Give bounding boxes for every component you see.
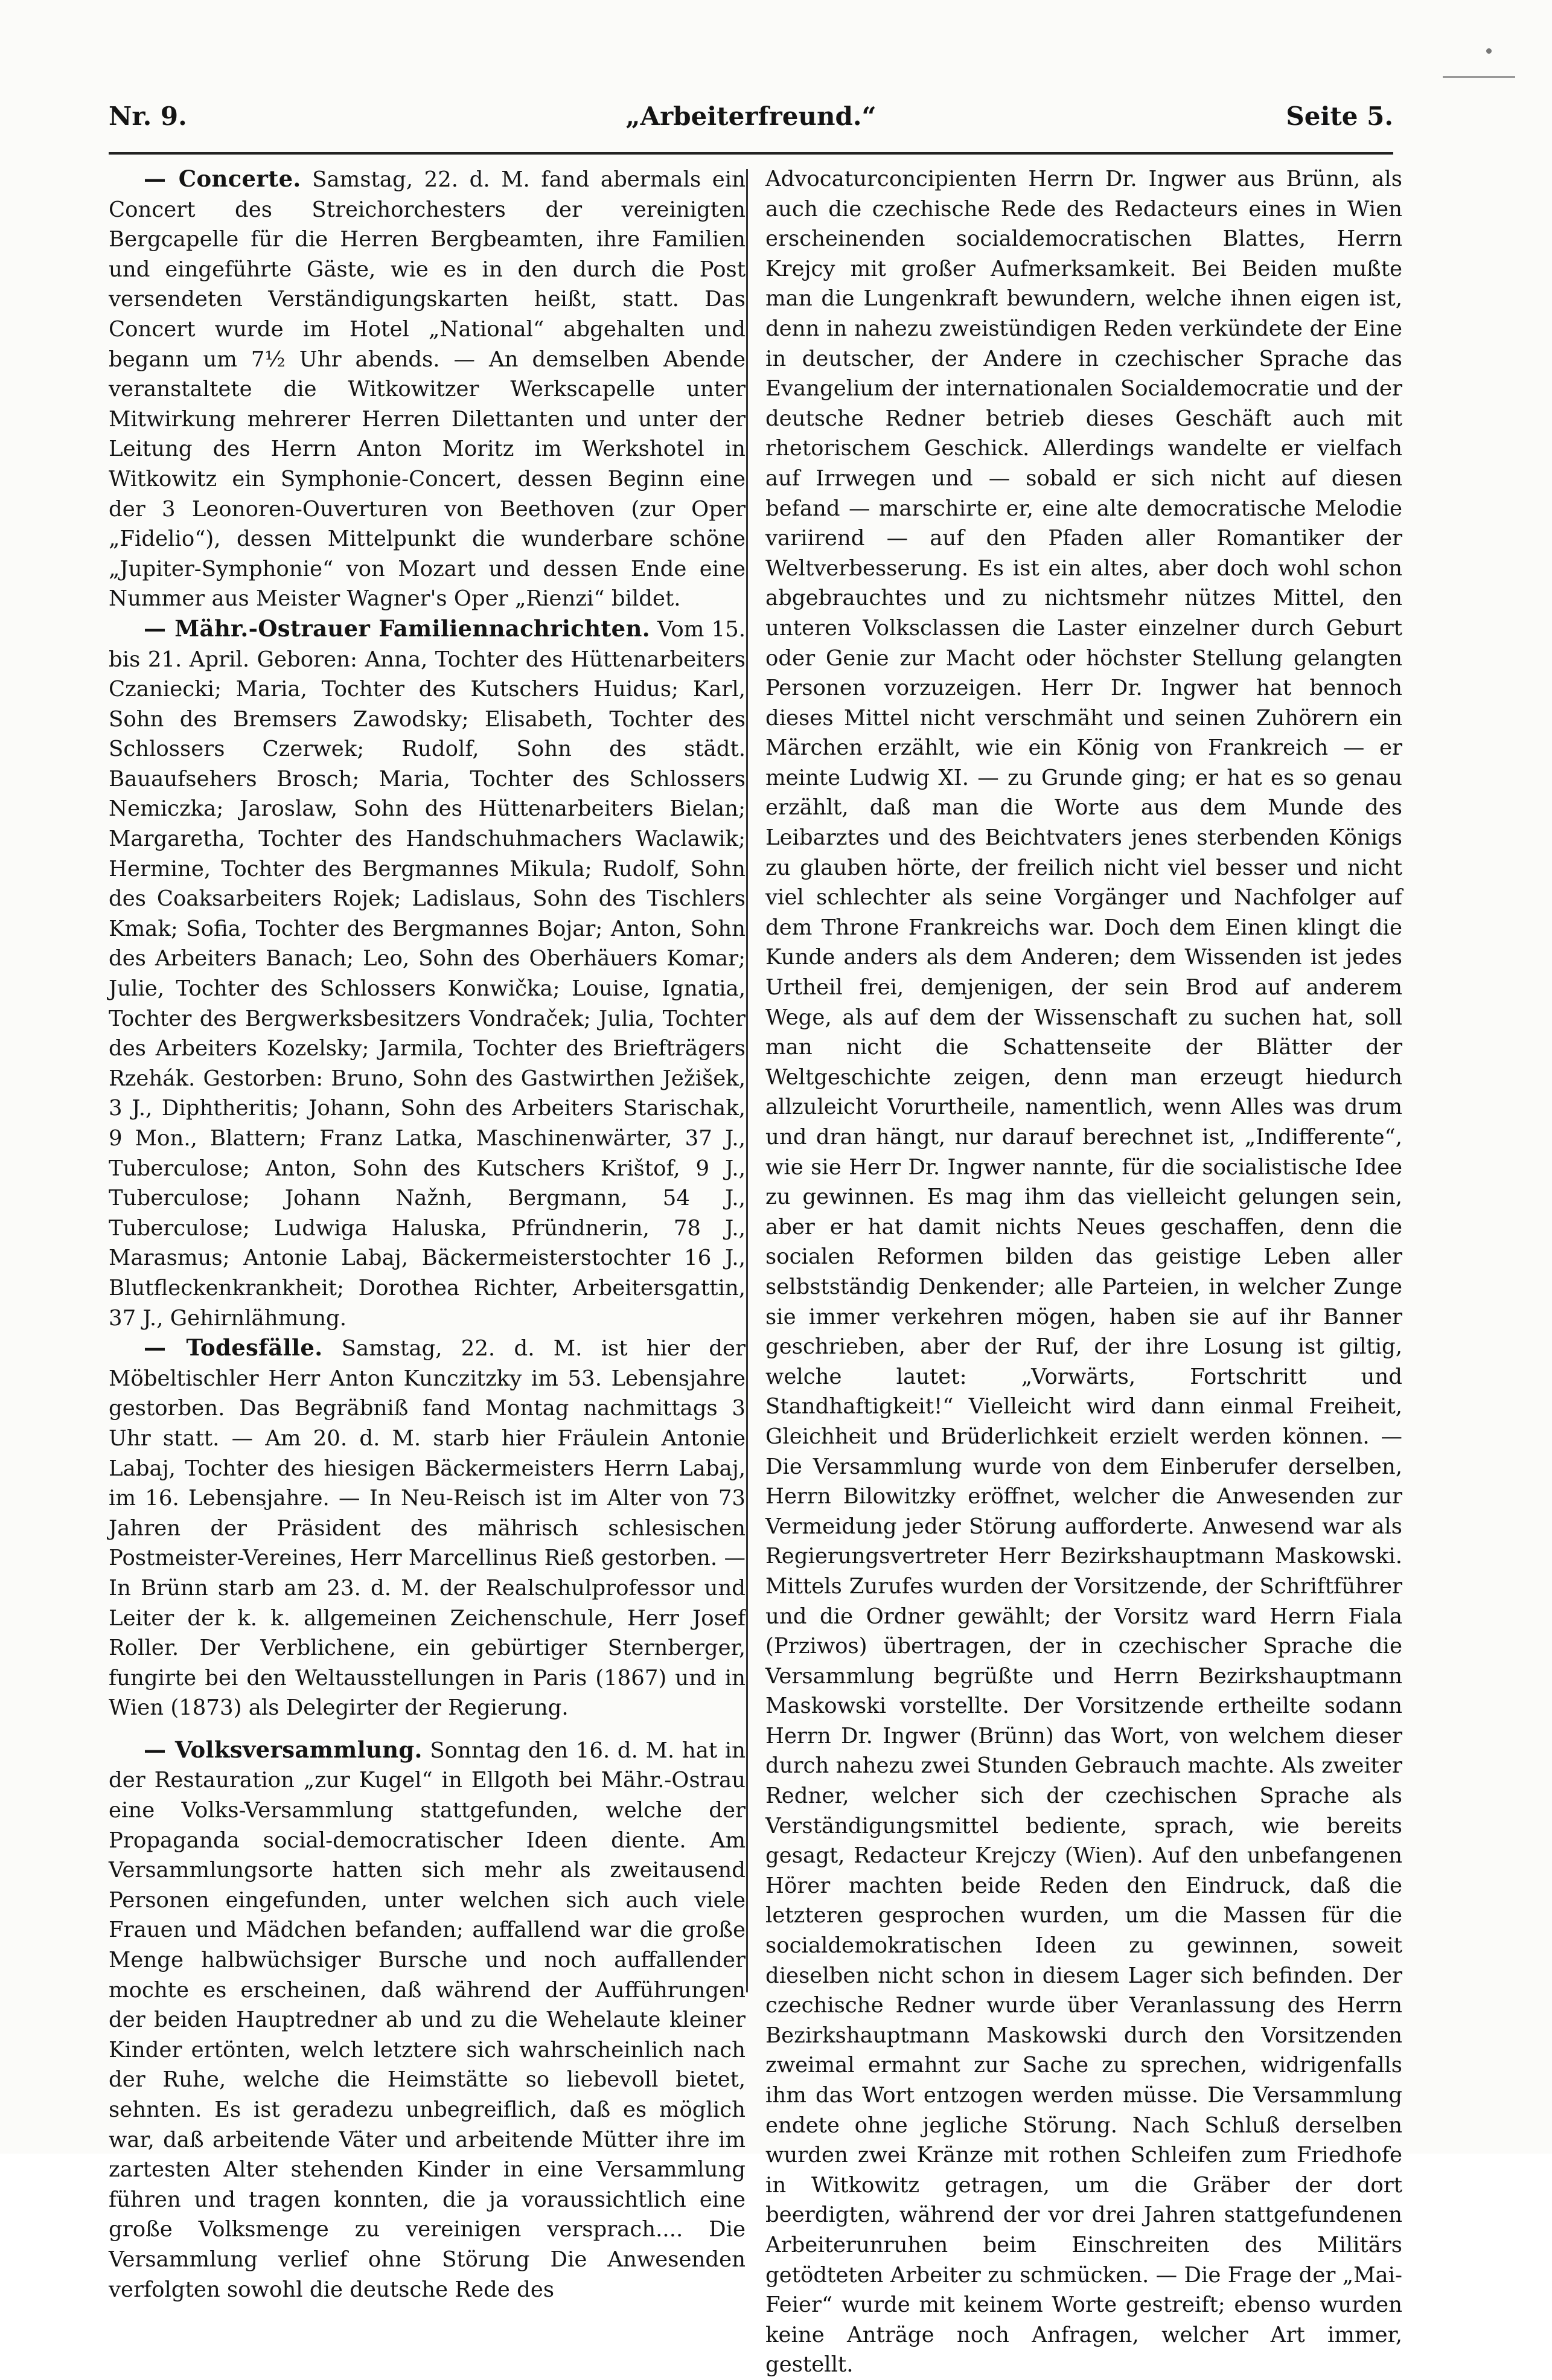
page-header [109,101,1393,144]
header-rule [109,152,1393,155]
article-concerte [109,164,746,614]
issue-number: Nr. 9. [109,101,187,131]
page-number: Seite 5. [1286,101,1393,131]
column-divider [746,169,748,1992]
article-body: Samstag, 22. d. M. fand abermals ein Concert des Streichorchesters der vereinigten Bergcapelle für die Herren Bergbeamten, ihre Familien und eingeführte Gäste, wie es in den durch die Post versendeten Verständigungskarten heißt, statt. Das Concert wurde im Hotel „National“ abgehalten und begann um 7½ Uhr abends. — An demselben Abende veranstaltete die Witkowitzer Werkscapelle unter Mitwirkung mehrerer Herren Dilettanten und unter der Leitung des Herrn Anton Moritz im Werkshotel in Witkowitz ein Symphonie-Concert, dessen Beginn eine der 3 Leonoren-Ouverturen von Beethoven (zur Oper „Fidelio“), dessen Mittelpunkt die wunderbare schöne „Jupiter-Symphonie“ von Mozart und dessen Ende eine Nummer aus Meister Wagner's Oper „Rienzi“ bildet. [109,167,746,612]
article-body: Advocaturconcipienten Herrn Dr. Ingwer aus Brünn, als auch die czechische Rede des Redacteurs eines in Wien erscheinenden socialdemocratischen Blattes, Herrn Krejcy mit großer Aufmerksamkeit. Bei Beiden mußte man die Lungenkraft bewundern, welche ihnen eigen ist, denn in nahezu zweistündigen Reden verkündete der Eine in deutscher, der Andere in czechischer Sprache das Evangelium der internationalen Socialdemocratie und der deutsche Redner betrieb dieses Geschäft auch mit rhetorischem Geschick. Allerdings wandelte er vielfach auf Irrwegen und — sobald er sich nicht auf diesen befand — marschirte er, eine alte democratische Melodie variirend — auf den Pfaden aller Romantiker der Weltverbesserung. Es ist ein altes, aber doch wohl schon abgebrauchtes und zu nichtsmehr nützes Mittel, den unteren Volksclassen die Laster einzelner durch Geburt oder Genie zur Macht oder höchster Stellung gelangten Personen vorzuzeigen. Herr Dr. Ingwer hat bennoch dieses Mittel nicht verschmäht und seinen Zuhörern ein Märchen erzählt, wie ein König von Frankreich — er meinte Ludwig XI. — zu Grunde ging; er hat es so genau erzählt, daß man die Worte aus dem Munde des Leibarztes und des Beichtvaters jenes sterbenden Königs zu glauben hörte, der freilich nicht viel besser und nicht viel schlechter als seine Vorgänger und Nachfolger auf dem Throne Frankreichs war. Doch dem Einen klingt die Kunde anders als dem Anderen; dem Wissenden ist jedes Urtheil frei, demjenigen, der sein Brod auf anderem Wege, als auf dem der Wissenschaft zu suchen hat, soll man nicht die Schattenseite der Blätter der Weltgeschichte zeigen, denn man erzeugt hiedurch allzuleicht Vorurtheile, namentlich, wenn Alles was drum und dran hängt, nur darauf berechnet ist, „Indifferente“, wie sie Herr Dr. Ingwer nannte, für die socialistische Idee zu gewinnen. Es mag ihm das vielleicht gelungen sein, aber er hat damit nichts Neues geschaffen, denn die socialen Reformen bilden das geistige Leben aller selbstständig Denkender; alle Parteien, in welcher Zunge sie immer verkehren mögen, haben sie auf ihr Banner geschrieben, aber der Ruf, der ihre Losung ist giltig, welche lautet: „Vorwärts, Fortschritt und Standhaftigkeit!“ Vielleicht wird dann einmal Freiheit, Gleichheit und Brüderlichkeit erzielt werden können. — Die Versammlung wurde von dem Einberufer derselben, Herrn Bilowitzky eröffnet, welcher die Anwesenden zur Vermeidung jeder Störung aufforderte. Anwesend war als Regierungsvertreter Herr Bezirkshauptmann Maskowski. Mittels Zurufes wurden der Vorsitzende, der Schriftführer und die Ordner gewählt; der Vorsitz ward Herrn Fiala (Prziwos) übertragen, der in czechischer Sprache die Versammlung begrüßte und Herrn Bezirkshauptmann Maskowski vorstellte. Der Vorsitzende ertheilte sodann Herrn Dr. Ingwer (Brünn) das Wort, von welchem dieser durch nahezu zwei Stunden Gebrauch machte. Als zweiter Redner, welcher sich der czechischen Sprache als Verständigungsmittel bediente, sprach, wie bereits gesagt, Redacteur Krejczy (Wien). Auf den unbefangenen Hörer machten beide Reden den Eindruck, daß die letzteren gesprochen wurden, um die Massen für die socialdemokratischen Ideen zu gewinnen, soweit dieselben nicht schon in diesem Lager sich befinden. Der czechische Redner wurde über Veranlassung des Herrn Bezirkshauptmann Maskowski durch den Vorsitzenden zweimal ermahnt zur Sache zu sprechen, widrigenfalls ihm das Wort entzogen werden müsse. Die Versammlung endete ohne jegliche Störung. Nach Schluß derselben wurden zwei Kränze mit rothen Schleifen zum Friedhofe in Witkowitz getragen, um die Gräber der dort beerdigten, während der vor drei Jahren stattgefundenen Arbeiterunruhen beim Einschreiten des Militärs getödteten Arbeiter zu schmücken. — Die Frage der „Mai-Feier“ wurde mit keinem Worte gestreift; ebenso wurden keine Anträge noch Anfragen, welcher Art immer, gestellt. [765,167,1402,2378]
article-heading: — Concerte. [144,165,301,192]
right-column [765,164,1402,2380]
article-volksversammlung [109,1735,746,2305]
article-heading: — Volksversammlung. [144,1736,423,1763]
left-column [109,164,746,2305]
article-familiennachrichten [109,614,746,1333]
fold-mark [1443,76,1515,78]
article-body: Samstag, 22. d. M. ist hier der Möbeltischler Herr Anton Kunczitzky im 53. Lebensjahre gestorben. Das Begräbniß fand Montag nachmittags 3 Uhr statt. — Am 20. d. M. starb hier Fräulein Antonie Labaj, Tochter des hiesigen Bäckermeisters Herrn Labaj, im 16. Lebensjahre. — In Neu-Reisch ist im Alter von 73 Jahren der Präsident des mährisch schlesischen Postmeister-Vereines, Herr Marcellinus Rieß gestorben. — In Brünn starb am 23. d. M. der Realschulprofessor und Leiter der k. k. allgemeinen Zeichenschule, Herr Josef Roller. Der Verblichene, ein gebürtiger Sternberger, fungirte bei den Weltausstellungen in Paris (1867) und in Wien (1873) als Delegirter der Regierung. [109,1336,746,1721]
article-body: Vom 15. bis 21. April. Geboren: Anna, Tochter des Hüttenarbeiters Czaniecki; Maria, Tochter des Kutschers Huidus; Karl, Sohn des Bremsers Zawodsky; Elisabeth, Tochter des Schlossers Czerwek; Rudolf, Sohn des städt. Bauaufsehers Brosch; Maria, Tochter des Schlossers Nemiczka; Jaroslaw, Sohn des Hüttenarbeiters Bielan; Margaretha, Tochter des Handschuhmachers Waclawik; Hermine, Tochter des Bergmannes Mikula; Rudolf, Sohn des Coaksarbeiters Rojek; Ladislaus, Sohn des Tischlers Kmak; Sofia, Tochter des Bergmannes Bojar; Anton, Sohn des Arbeiters Banach; Leo, Sohn des Oberhäuers Komar; Julie, Tochter des Schlossers Konwička; Louise, Ignatia, Tochter des Bergwerksbesitzers Vondraček; Julia, Tochter des Arbeiters Kozelsky; Jarmila, Tochter des Briefträgers Rzehák. Gestorben: Bruno, Sohn des Gastwirthen Ježišek, 3 J., Diphtheritis; Johann, Sohn des Arbeiters Starischak, 9 Mon., Blattern; Franz Latka, Maschinenwärter, 37 J., Tuberculose; Anton, Sohn des Kutschers Krištof, 9 J., Tuberculose; Johann Nažnh, Bergmann, 54 J., Tuberculose; Ludwiga Haluska, Pfründnerin, 78 J., Marasmus; Antonie Labaj, Bäckermeisterstochter 16 J., Blutfleckenkrankheit; Dorothea Richter, Arbeitersgattin, 37 J., Gehirnlähmung. [109,616,746,1331]
article-body: Sonntag den 16. d. M. hat in der Restauration „zur Kugel“ in Ellgoth bei Mähr.-Ostrau eine Volks-Versammlung stattgefunden, welche der Propaganda social-democratischer Ideen diente. Am Versammlungsorte hatten sich mehr als zweitausend Personen eingefunden, unter welchen sich auch viele Frauen und Mädchen befanden; auffallend war die große Menge halbwüchsiger Bursche und noch auffallender mochte es erscheinen, daß während der Aufführungen der beiden Hauptredner ab und zu die Wehelaute kleiner Kinder ertönten, welch letztere sich wahrscheinlich nach der Ruhe, welche die Heimstätte so liebevoll bietet, sehnten. Es ist geradezu unbegreiflich, daß es möglich war, daß arbeitende Väter und arbeitende Mütter ihre im zartesten Alter stehenden Kinder in eine Versammlung führen und tragen konnten, die ja voraussichtlich eine große Volksmenge zu vereinigen versprach.... Die Versammlung verlief ohne Störung Die Anwesenden verfolgten sowohl die deutsche Rede des [109,1738,746,2302]
article-heading: — Todesfälle. [144,1334,323,1361]
newspaper-title: „Arbeiterfreund.“ [625,101,877,131]
article-todesfaelle [109,1333,746,1723]
article-heading: — Mähr.-Ostrauer Familiennachrichten. [144,615,650,642]
ink-speck [1486,48,1492,54]
article-volksversammlung-continued [765,164,1402,2380]
